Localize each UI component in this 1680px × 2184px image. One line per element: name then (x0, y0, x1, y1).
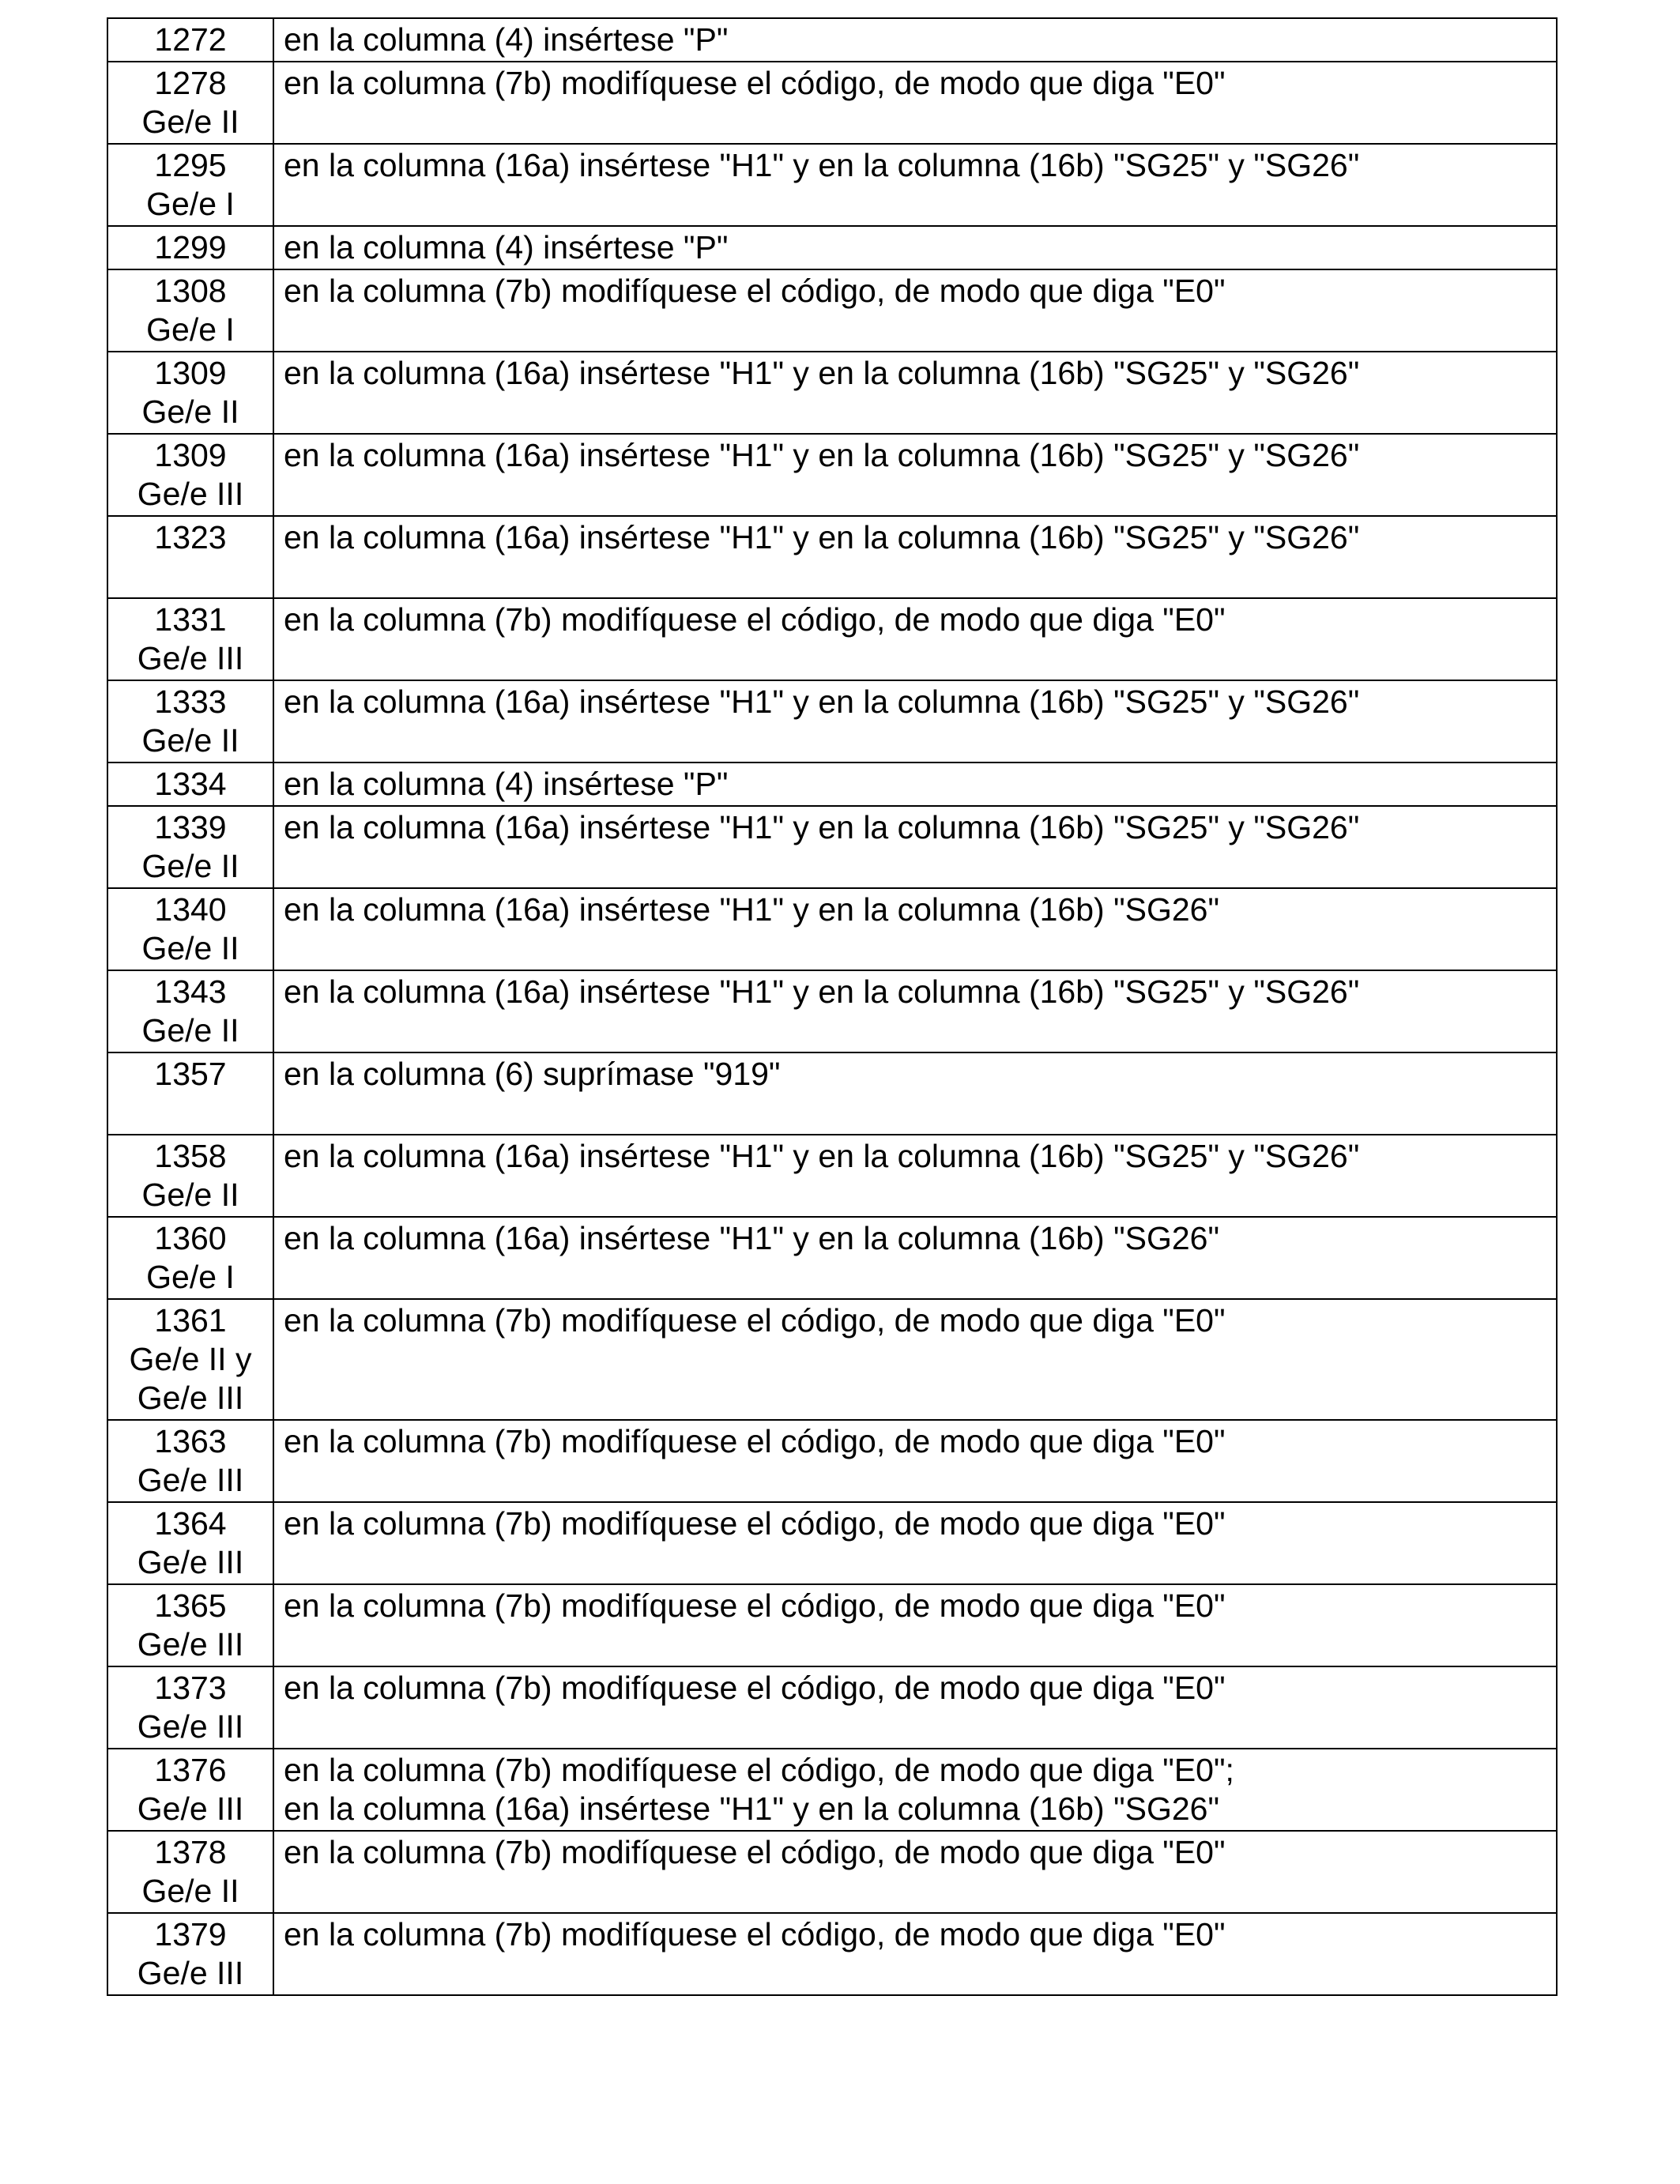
amendment-text-cell (273, 1584, 1557, 1666)
packing-group (111, 557, 269, 596)
table-row (107, 763, 1557, 806)
amendment-text: en la columna (4) insértese "P" (284, 229, 729, 265)
amendment-text: en la columna (16a) insértese "H1" y en la columna (16b) "SG26" (284, 1791, 1220, 1827)
amendment-text: en la columna (7b) modifíquese el código, de modo que diga "E0" (284, 1670, 1226, 1706)
amendment-text-cell (273, 1913, 1557, 1995)
table-row (107, 1052, 1557, 1135)
un-number: 1340 (154, 891, 227, 928)
table-row (107, 352, 1557, 434)
un-number: 1309 (154, 437, 227, 473)
table-row (107, 1749, 1557, 1831)
amendment-text-cell (273, 763, 1557, 806)
un-number-cell (107, 269, 273, 352)
amendment-text: en la columna (4) insértese "P" (284, 21, 729, 58)
packing-group: Ge/e III (137, 1626, 244, 1662)
amendment-text: en la columna (16a) insértese "H1" y en la columna (16b) "SG25" y "SG26" (284, 147, 1360, 183)
un-number-cell (107, 18, 273, 62)
packing-group: Ge/e I (146, 1259, 235, 1295)
amendments-table (107, 17, 1558, 1996)
un-number: 1358 (154, 1138, 227, 1174)
packing-group: Ge/e III (137, 1380, 244, 1416)
un-number: 1309 (154, 355, 227, 391)
un-number: 1308 (154, 273, 227, 309)
amendments-table-body (107, 18, 1557, 1995)
amendment-text: en la columna (16a) insértese "H1" y en la columna (16b) "SG25" y "SG26" (284, 973, 1360, 1010)
amendment-text-cell (273, 806, 1557, 888)
table-row (107, 269, 1557, 352)
un-number: 1272 (154, 21, 227, 58)
amendment-text: en la columna (7b) modifíquese el código, de modo que diga "E0" (284, 1916, 1226, 1952)
amendment-text-cell (273, 1299, 1557, 1420)
un-number-cell (107, 1584, 273, 1666)
un-number: 1295 (154, 147, 227, 183)
table-row (107, 1831, 1557, 1913)
packing-group: Ge/e III (137, 1708, 244, 1745)
amendment-text-cell (273, 1052, 1557, 1135)
amendment-text: en la columna (7b) modifíquese el código, de modo que diga "E0" (284, 1302, 1226, 1339)
amendment-text: en la columna (4) insértese "P" (284, 766, 729, 802)
un-number-cell (107, 1420, 273, 1502)
amendment-text: en la columna (16a) insértese "H1" y en la columna (16b) "SG26" (284, 891, 1220, 928)
packing-group: Ge/e II (141, 104, 239, 140)
un-number: 1360 (154, 1220, 227, 1256)
un-number-cell (107, 516, 273, 598)
un-number-cell (107, 680, 273, 763)
table-row (107, 1666, 1557, 1749)
un-number-cell (107, 1217, 273, 1299)
amendment-text-cell (273, 1749, 1557, 1831)
packing-group: Ge/e III (137, 1955, 244, 1991)
un-number: 1357 (154, 1056, 227, 1092)
packing-group: Ge/e III (137, 1462, 244, 1498)
un-number-cell (107, 598, 273, 680)
amendment-text: en la columna (16a) insértese "H1" y en la columna (16b) "SG25" y "SG26" (284, 809, 1360, 845)
un-number: 1334 (154, 766, 227, 802)
amendment-text: en la columna (7b) modifíquese el código, de modo que diga "E0" (284, 1423, 1226, 1459)
amendment-text-cell (273, 18, 1557, 62)
un-number-cell (107, 1831, 273, 1913)
packing-group: Ge/e I (146, 186, 235, 222)
table-row (107, 144, 1557, 226)
table-row (107, 226, 1557, 269)
amendment-text-cell (273, 1502, 1557, 1584)
packing-group: Ge/e II (141, 1177, 239, 1213)
un-number: 1365 (154, 1587, 227, 1624)
un-number-cell (107, 62, 273, 144)
table-row (107, 516, 1557, 598)
amendment-text-cell (273, 434, 1557, 516)
amendment-text-cell (273, 516, 1557, 598)
un-number: 1373 (154, 1670, 227, 1706)
amendment-text: en la columna (16a) insértese "H1" y en la columna (16b) "SG25" y "SG26" (284, 519, 1360, 555)
un-number-cell (107, 806, 273, 888)
un-number-cell (107, 144, 273, 226)
table-row (107, 1299, 1557, 1420)
un-number-cell (107, 970, 273, 1052)
packing-group: Ge/e III (137, 640, 244, 676)
un-number: 1299 (154, 229, 227, 265)
packing-group: Ge/e III (137, 1544, 244, 1580)
packing-group: Ge/e II (141, 848, 239, 884)
un-number-cell (107, 1666, 273, 1749)
un-number: 1343 (154, 973, 227, 1010)
amendment-text-cell (273, 226, 1557, 269)
amendment-text: en la columna (16a) insértese "H1" y en la columna (16b) "SG26" (284, 1220, 1220, 1256)
amendment-text-cell (273, 1666, 1557, 1749)
table-row (107, 1913, 1557, 1995)
un-number: 1364 (154, 1505, 227, 1542)
amendment-text: en la columna (7b) modifíquese el código, de modo que diga "E0" (284, 65, 1226, 101)
un-number-cell (107, 1913, 273, 1995)
amendment-text: en la columna (6) suprímase "919" (284, 1056, 781, 1092)
table-row (107, 1135, 1557, 1217)
amendment-text-cell (273, 1420, 1557, 1502)
amendment-text: en la columna (7b) modifíquese el código, de modo que diga "E0" (284, 273, 1226, 309)
un-number-cell (107, 1135, 273, 1217)
packing-group: Ge/e II (141, 393, 239, 430)
un-number-cell (107, 434, 273, 516)
amendment-text-cell (273, 1217, 1557, 1299)
amendment-text-cell (273, 144, 1557, 226)
un-number-cell (107, 226, 273, 269)
table-row (107, 1502, 1557, 1584)
table-row (107, 1217, 1557, 1299)
un-number: 1323 (154, 519, 227, 555)
amendment-text-cell (273, 680, 1557, 763)
un-number-cell (107, 1502, 273, 1584)
amendment-text: en la columna (7b) modifíquese el código, de modo que diga "E0" (284, 1505, 1226, 1542)
un-number-cell (107, 1749, 273, 1831)
amendment-text: en la columna (7b) modifíquese el código, de modo que diga "E0" (284, 1587, 1226, 1624)
table-row (107, 434, 1557, 516)
amendment-text: en la columna (7b) modifíquese el código, de modo que diga "E0" (284, 1834, 1226, 1870)
un-number: 1363 (154, 1423, 227, 1459)
packing-group: Ge/e III (137, 1791, 244, 1827)
packing-group: Ge/e II y (129, 1341, 252, 1377)
amendment-text: en la columna (16a) insértese "H1" y en la columna (16b) "SG25" y "SG26" (284, 355, 1360, 391)
un-number-cell (107, 1052, 273, 1135)
table-row (107, 62, 1557, 144)
packing-group: Ge/e II (141, 1873, 239, 1909)
un-number-cell (107, 352, 273, 434)
packing-group: Ge/e III (137, 476, 244, 512)
amendment-text-cell (273, 1135, 1557, 1217)
table-row (107, 1420, 1557, 1502)
packing-group (111, 1094, 269, 1132)
packing-group: Ge/e II (141, 1012, 239, 1049)
un-number: 1379 (154, 1916, 227, 1952)
un-number-cell (107, 888, 273, 970)
amendment-text: en la columna (16a) insértese "H1" y en la columna (16b) "SG25" y "SG26" (284, 437, 1360, 473)
un-number-cell (107, 763, 273, 806)
amendment-text-cell (273, 269, 1557, 352)
un-number: 1331 (154, 601, 227, 638)
amendment-text-cell (273, 598, 1557, 680)
amendment-text-cell (273, 888, 1557, 970)
packing-group: Ge/e II (141, 930, 239, 966)
table-row (107, 18, 1557, 62)
amendment-text: en la columna (16a) insértese "H1" y en la columna (16b) "SG25" y "SG26" (284, 1138, 1360, 1174)
packing-group: Ge/e I (146, 311, 235, 348)
table-row (107, 1584, 1557, 1666)
un-number-cell (107, 1299, 273, 1420)
un-number: 1339 (154, 809, 227, 845)
un-number: 1361 (154, 1302, 227, 1339)
un-number: 1278 (154, 65, 227, 101)
table-row (107, 806, 1557, 888)
table-row (107, 680, 1557, 763)
amendment-text-cell (273, 970, 1557, 1052)
amendment-text-cell (273, 352, 1557, 434)
amendment-text: en la columna (16a) insértese "H1" y en la columna (16b) "SG25" y "SG26" (284, 683, 1360, 720)
table-row (107, 970, 1557, 1052)
packing-group: Ge/e II (141, 722, 239, 759)
table-row (107, 888, 1557, 970)
amendment-text-cell (273, 1831, 1557, 1913)
un-number: 1378 (154, 1834, 227, 1870)
amendment-text-cell (273, 62, 1557, 144)
amendment-text: en la columna (7b) modifíquese el código, de modo que diga "E0" (284, 601, 1226, 638)
un-number: 1333 (154, 683, 227, 720)
table-row (107, 598, 1557, 680)
un-number: 1376 (154, 1752, 227, 1788)
amendment-text: en la columna (7b) modifíquese el código, de modo que diga "E0"; (284, 1752, 1234, 1788)
